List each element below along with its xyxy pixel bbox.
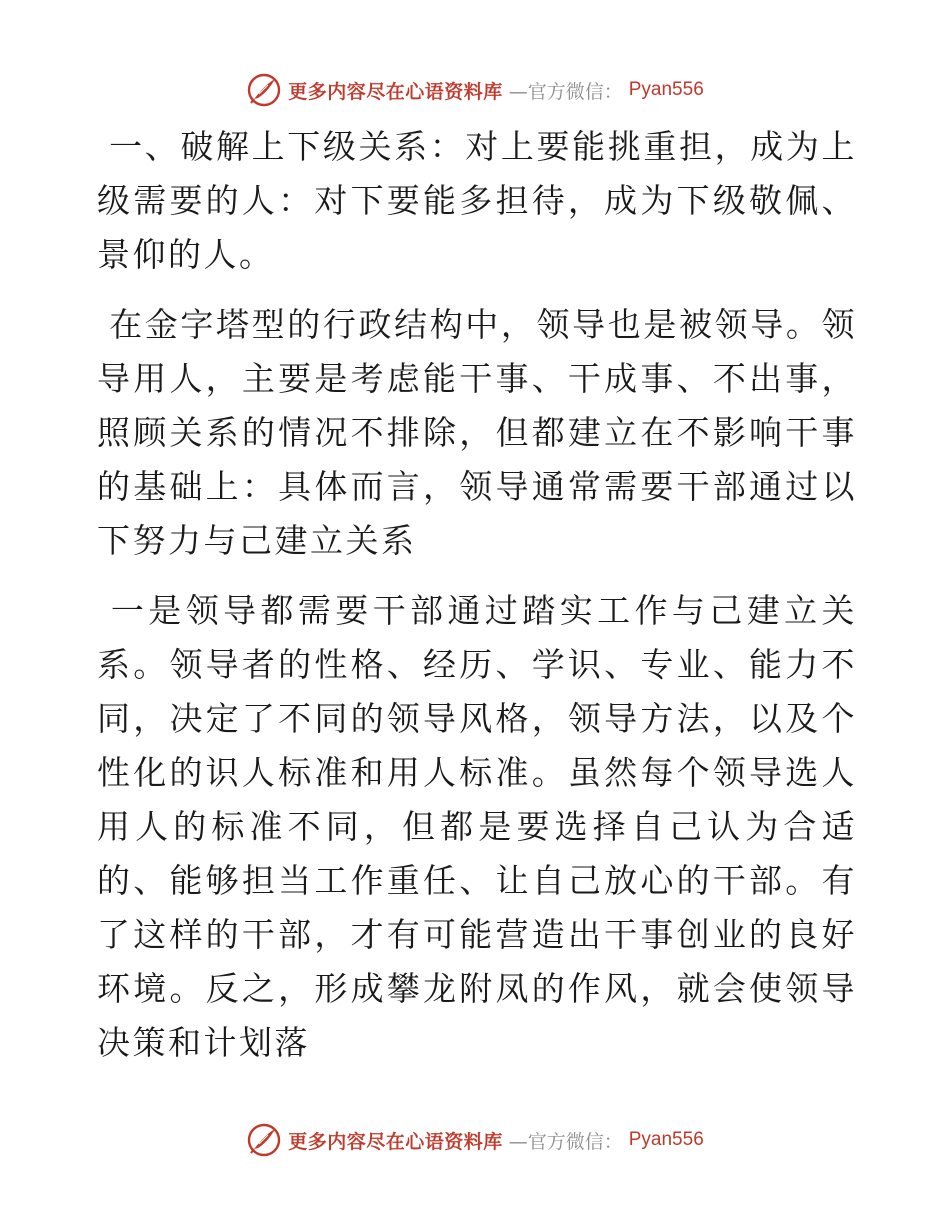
footer-banner-wechat-id: Pyan556 [628,1129,704,1150]
paragraph-2-text: 在金字塔型的行政结构中，领导也是被领导。领导用人，主要是考虑能干事、干成事、不出事，照顾关系的情况不排除，但都建立在不影响干事的基础上：具体而言，领导通常需要干部通过以下努力与己建立关系 [97,305,857,560]
paragraph-1 [97,120,857,282]
footer-banner-slogan: 更多内容尽在心语资料库 [288,1130,503,1153]
header-banner-wechat-label: —官方微信： [508,80,623,103]
paragraph-3-text: 一是领导都需要干部通过踏实工作与己建立关系。领导者的性格、经历、学识、专业、能力不同，决定了不同的领导风格，领导方法，以及个性化的识人标准和用人标准。虽然每个领导选人用人的标准不同，但都是要选择自己认为合适的、能够担当工作重任、让自己放心的干部。有了这样的干部，才有可能营造出干事创业的良好环境。反之，形成攀龙附凤的作风，就会使领导决策和计划落 [97,591,857,1062]
feather-pen-logo-icon [246,1122,282,1158]
paragraph-2 [97,298,857,568]
header-banner-wechat-id: Pyan556 [628,79,704,100]
paragraph-3 [97,584,857,1070]
header-banner [0,70,950,110]
feather-pen-logo-icon [246,72,282,108]
paragraph-1-text: 一、破解上下级关系：对上要能挑重担，成为上级需要的人：对下要能多担待，成为下级敬佩、景仰的人。 [97,127,857,274]
footer-banner-wechat-label: —官方微信： [508,1130,623,1153]
document-body [97,120,857,1070]
header-banner-slogan: 更多内容尽在心语资料库 [288,80,503,103]
footer-banner [0,1120,950,1160]
